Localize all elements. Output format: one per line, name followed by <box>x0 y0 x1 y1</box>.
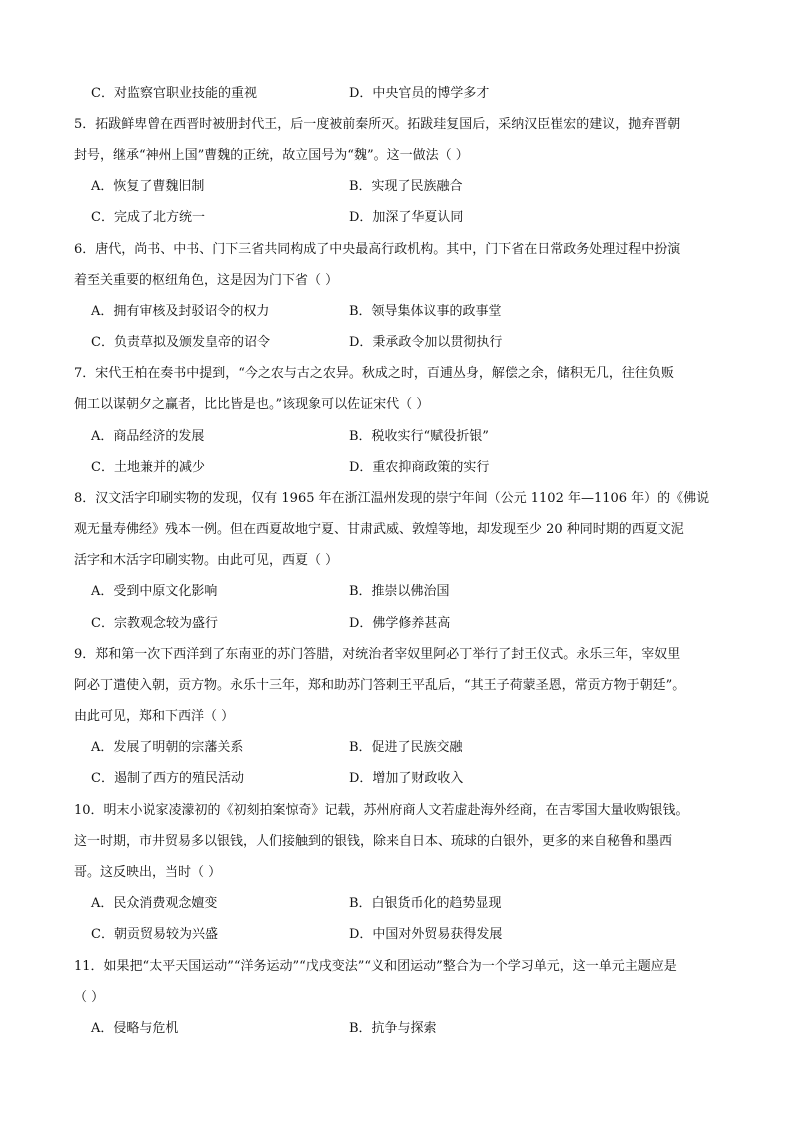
q5-option-c: C．完成了北方统一 <box>91 210 205 225</box>
q11-option-b: B．抗争与探索 <box>349 1021 437 1036</box>
q9-option-b: B．促进了民族交融 <box>349 740 463 755</box>
q8-option-c: C．宗教观念较为盛行 <box>91 616 218 631</box>
q6-stem-line-1: 6．唐代，尚书、中书、门下三省共同构成了中央最高行政机构。其中，门下省在日常政务处理过程中扮演 <box>74 242 681 257</box>
q11-stem-line-1: 11．如果把“太平天国运动”“洋务运动”“戊戌变法”“义和团运动”整合为一个学习单元，这一单元主题应是 <box>74 959 677 974</box>
q8-option-a: A．受到中原文化影响 <box>91 584 218 599</box>
q11-option-a: A．侵略与危机 <box>91 1021 179 1036</box>
q5-option-d: D．加深了华夏认同 <box>349 210 464 225</box>
q10-stem-line-2: 这一时期，市井贸易多以银钱，人们接触到的银钱，除来自日本、琉球的白银外，更多的来自秘鲁和墨西 <box>74 834 673 849</box>
q11-stem-line-2: （ ） <box>74 990 105 1005</box>
q8-option-d: D．佛学修养甚高 <box>349 616 451 631</box>
q7-option-b: B．税收实行“赋役折银” <box>349 429 489 444</box>
q10-stem-line-1: 10．明末小说家凌濛初的《初刻拍案惊奇》记载，苏州府商人文若虚赴海外经商，在吉零国大量收购银钱。 <box>74 803 689 818</box>
q4-option-c: C．对监察官职业技能的重视 <box>91 86 257 101</box>
q8-stem-line-3: 活字和木活字印刷实物。由此可见，西夏（ ） <box>74 553 339 568</box>
q10-option-a: A．民众消费观念嬗变 <box>91 896 218 911</box>
q5-option-a: A．恢复了曹魏旧制 <box>91 179 205 194</box>
q9-option-a: A．发展了明朝的宗藩关系 <box>91 740 244 755</box>
q7-option-a: A．商品经济的发展 <box>91 429 205 444</box>
q9-stem-line-2: 阿必丁遣使入朝，贡方物。永乐十三年，郑和助苏门答剌王平乱后，“其王子荷蒙圣恩，常贡方物于朝廷”。 <box>74 678 686 693</box>
q8-stem-line-1: 8．汉文活字印刷实物的发现，仅有 1965 年在浙江温州发现的崇宁年间（公元 1102 年—1106 年）的《佛说 <box>74 491 710 506</box>
q7-stem-line-2: 佣工以谋朝夕之赢者，比比皆是也。”该现象可以佐证宋代（ ） <box>74 397 430 412</box>
q9-stem-line-1: 9．郑和第一次下西洋到了东南亚的苏门答腊，对统治者宰奴里阿必丁举行了封王仪式。永乐三年，宰奴里 <box>74 647 681 662</box>
q9-option-d: D．增加了财政收入 <box>349 771 464 786</box>
q5-stem-line-1: 5．拓跋鲜卑曾在西晋时被册封代王，后一度被前秦所灭。拓跋珪复国后，采纳汉臣崔宏的建议，抛弃晋朝 <box>74 117 681 132</box>
q6-option-b: B．领导集体议事的政事堂 <box>349 304 502 319</box>
q8-option-b: B．推崇以佛治国 <box>349 584 450 599</box>
q9-stem-line-3: 由此可见，郑和下西洋（ ） <box>74 709 235 724</box>
q7-option-d: D．重农抑商政策的实行 <box>349 460 490 475</box>
q5-option-b: B．实现了民族融合 <box>349 179 463 194</box>
q6-stem-line-2: 着至关重要的枢纽角色，这是因为门下省（ ） <box>74 273 339 288</box>
q6-option-a: A．拥有审核及封驳诏令的权力 <box>91 304 270 319</box>
q10-stem-line-3: 哥。这反映出，当时（ ） <box>74 865 222 880</box>
q6-option-c: C．负责草拟及颁发皇帝的诏令 <box>91 335 270 350</box>
q7-stem-line-1: 7．宋代王柏在奏书中提到，“今之农与古之农异。秋成之时，百逋丛身，解偿之余，储积无几，往往负贩 <box>74 366 674 381</box>
q9-option-c: C．遏制了西方的殖民活动 <box>91 771 244 786</box>
q4-option-d: D．中央官员的博学多才 <box>349 86 490 101</box>
q6-option-d: D．秉承政令加以贯彻执行 <box>349 335 503 350</box>
q10-option-b: B．白银货币化的趋势显现 <box>349 896 502 911</box>
q10-option-d: D．中国对外贸易获得发展 <box>349 927 503 942</box>
q7-option-c: C．土地兼并的减少 <box>91 460 205 475</box>
q8-stem-line-2: 观无量寿佛经》残本一例。但在西夏故地宁夏、甘肃武威、敦煌等地，却发现至少 20 种同时期的西夏文泥 <box>74 522 684 537</box>
q10-option-c: C．朝贡贸易较为兴盛 <box>91 927 218 942</box>
q5-stem-line-2: 封号，继承“神州上国”曹魏的正统，故立国号为“魏”。这一做法（ ） <box>74 148 469 163</box>
